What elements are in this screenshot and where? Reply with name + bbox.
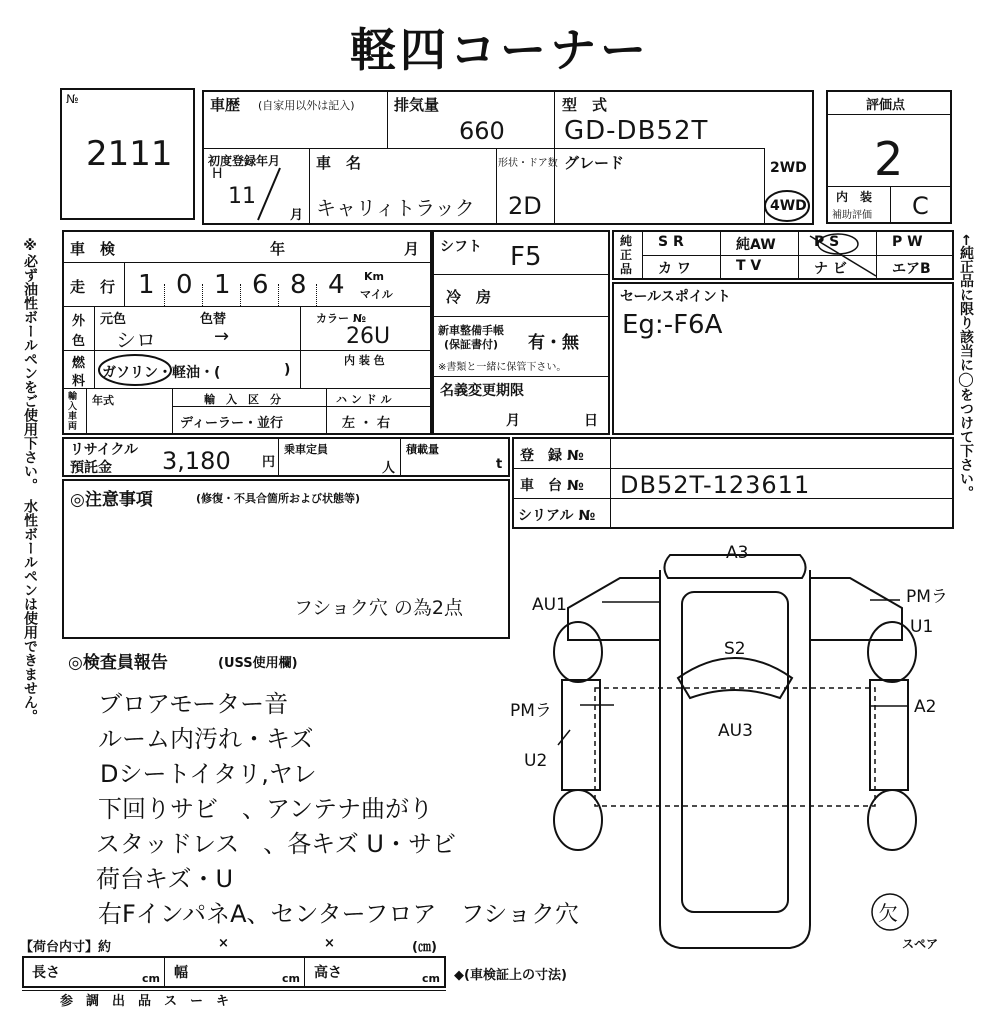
report-line: 右FインパネA、センターフロア フショク穴 (98, 900, 579, 928)
equipment-cell: エアB (892, 261, 931, 277)
name-change-label: 名義変更期限 (440, 383, 524, 399)
equipment-cell: カ ワ (658, 261, 691, 277)
equipment-side-label: 純正品 (620, 234, 633, 276)
car-windshield (678, 658, 792, 698)
interior-label: 内 装 (836, 190, 873, 204)
right-side-note: ←純正品に限り該当に◯をつけて下さい。 (958, 234, 974, 500)
equipment-cell: T V (736, 258, 762, 274)
drive-4wd: 4WD (770, 198, 807, 214)
caution-label: ◎注意事項 (70, 490, 153, 510)
vehicle-detail-block (62, 230, 432, 435)
model-value: GD-DB52T (564, 116, 709, 146)
report-note: (USS使用欄) (218, 656, 298, 671)
orig-color-label: 元色 (100, 312, 127, 327)
first-registration-slash (254, 166, 284, 222)
shift-value: F5 (510, 242, 542, 272)
wheel-front-left (554, 622, 602, 682)
equipment-cell: 純AW (736, 237, 776, 253)
capacity-label: 乗車定員 (284, 443, 328, 456)
damage-mark: PMラ (906, 587, 948, 607)
inspection-month-label: 月 (404, 240, 420, 258)
first-registration-month-label: 月 (290, 208, 304, 223)
spare-label: スペア (902, 937, 939, 951)
recycle-label2: 預託金 (70, 460, 112, 476)
color-number-value: 26U (346, 324, 391, 349)
chassis-number-value: DB52T-123611 (620, 471, 811, 499)
equipment-cell: S R (658, 234, 684, 250)
recycle-yen: 円 (262, 455, 276, 470)
car-door-right (810, 578, 902, 640)
shape-label: 形状・ドア数 (498, 158, 558, 169)
report-line: 下回りサビ 、アンテナ曲がり (98, 795, 434, 823)
equipment-grid (612, 230, 954, 280)
car-name-value: キャリィトラック (316, 196, 475, 220)
vehicle-history-block (202, 90, 814, 225)
report-line: 荷台キズ・U (96, 865, 234, 893)
score-label: 評価点 (866, 98, 906, 113)
equipment-cell: ナ ビ (814, 261, 847, 277)
footer-text: 参 調 出 品 ス ー キ (60, 994, 230, 1009)
manual-value: 有・無 (528, 333, 579, 353)
inspection-label: 車 検 (70, 240, 116, 258)
damage-mark: AU3 (718, 721, 753, 741)
fuel-label2: 料 (72, 374, 86, 389)
left-side-note: ※必ず油性ボールペンをご使用下さい。 水性ボールペンは使用できません。 (22, 238, 38, 723)
cargo-label: 【荷台内寸】約 (20, 940, 112, 955)
cargo-bed-outline (595, 688, 875, 806)
damage-mark: PMラ (510, 701, 552, 721)
car-name-label: 車 名 (316, 154, 362, 172)
mileage-digit: 8 (290, 270, 307, 300)
import-label: 輸入車両 (68, 392, 78, 432)
sales-point-value: Eg:-F6A (622, 310, 723, 340)
cargo-x1: × (218, 936, 229, 951)
load-unit: t (496, 457, 503, 472)
fuel-options-close: ) (284, 362, 291, 378)
caution-text: フショク穴 の為2点 (294, 597, 463, 619)
recycle-value: 3,180 (162, 447, 231, 475)
registration-block (512, 437, 954, 529)
manual-label2: (保証書付) (444, 338, 499, 351)
damage-mark: AU1 (532, 595, 567, 615)
lot-number: 2111 (86, 134, 173, 174)
handle-value: 左 ・ 右 (342, 416, 391, 431)
outer-color-label2: 色 (72, 334, 86, 349)
ac-label: 冷 房 (446, 288, 492, 306)
report-label: ◎検査員報告 (68, 653, 168, 673)
mileage-unit-km: Km (364, 270, 384, 283)
interior-score: C (912, 192, 929, 220)
car-diagram (510, 530, 970, 960)
manual-note: ※書類と一緒に保管下さい。 (438, 362, 567, 373)
wheel-front-right (868, 622, 916, 682)
grade-label: グレード (564, 154, 625, 172)
displacement-value: 660 (459, 117, 505, 145)
report-line: ブロアモーター音 (98, 690, 289, 718)
mileage-digit: 6 (252, 270, 269, 300)
cargo-note: ◆(車検証上の寸法) (454, 968, 567, 983)
report-line: ルーム内汚れ・キズ (98, 725, 314, 753)
registration-number-label: 登 録 № (520, 448, 584, 464)
mileage-unit-mile: マイル (360, 288, 393, 301)
mileage-label: 走 行 (70, 278, 116, 296)
equipment-cell: P S (814, 234, 840, 250)
score-value: 2 (874, 132, 904, 186)
shift-label: シフト (440, 239, 482, 255)
name-change-month: 月 (506, 413, 520, 429)
first-registration-era: H (212, 166, 223, 182)
equipment-cell: P W (892, 234, 923, 250)
damage-mark: U2 (524, 751, 548, 771)
outer-color-label: 外 (72, 314, 86, 329)
fuel-options: ガソリン・軽油・( (102, 365, 221, 381)
report-line: Dシートイタリ,ヤレ (100, 760, 317, 788)
manual-label: 新車整備手帳 (438, 324, 504, 337)
first-registration-year: 11 (228, 184, 256, 209)
repaint-label: 色替 (200, 312, 227, 327)
cargo-length-label: 長さ (32, 965, 60, 981)
import-year-label: 年式 (92, 394, 114, 407)
cargo-height-label: 高さ (314, 965, 342, 981)
load-label: 積載量 (406, 443, 439, 456)
drive-4wd-circle (762, 188, 812, 224)
recycle-label: リサイクル (70, 442, 139, 458)
color-number-label: カラー № (316, 312, 367, 325)
mileage-digit: 1 (138, 270, 155, 300)
caution-box (62, 479, 510, 639)
cargo-x2: × (324, 936, 335, 951)
import-category-label: 輸 入 区 分 (204, 393, 281, 406)
name-change-day: 日 (584, 413, 598, 429)
lot-number-mark: № (66, 92, 79, 106)
damage-mark: A3 (726, 543, 749, 563)
drive-2wd: 2WD (770, 160, 807, 176)
repaint-arrow: → (214, 326, 230, 347)
displacement-label: 排気量 (394, 96, 440, 114)
damage-mark: U1 (910, 617, 934, 637)
lot-number-box (60, 88, 195, 220)
orig-color-value: シロ (116, 328, 156, 352)
caution-note: (修復・不具合箇所および状態等) (196, 492, 361, 505)
chassis-number-label: 車 台 № (520, 478, 584, 494)
sales-point-box (612, 282, 954, 435)
cargo-length-unit: cm (142, 972, 160, 985)
import-category-value: ディーラー・並行 (180, 416, 283, 431)
cargo-dimension-row (22, 956, 446, 988)
spare-mark: 欠 (878, 901, 898, 925)
cargo-height-unit: cm (422, 972, 440, 985)
history-note: (自家用以外は記入) (258, 99, 355, 112)
capacity-unit: 人 (382, 461, 396, 476)
cargo-width-unit: cm (282, 972, 300, 985)
inspection-year-label: 年 (270, 240, 286, 258)
options-block (432, 230, 610, 435)
cargo-width-label: 幅 (174, 965, 188, 981)
damage-mark: A2 (914, 697, 937, 717)
fuel-gasoline-circle (96, 352, 174, 388)
damage-mark: S2 (724, 639, 746, 659)
fuel-label: 燃 (72, 356, 86, 371)
report-line: スタッドレス 、各キズ U・サビ (96, 830, 456, 858)
car-door-left (568, 578, 660, 640)
score-box (826, 90, 952, 224)
handle-label: ハ ン ド ル (336, 393, 392, 406)
sales-point-label: セールスポイント (620, 289, 731, 305)
mileage-digit: 0 (176, 270, 193, 300)
serial-number-label: シリアル № (518, 508, 596, 524)
mileage-digit: 4 (328, 270, 345, 300)
page-title: 軽四コーナー (350, 23, 650, 77)
mileage-digit: 1 (214, 270, 231, 300)
shape-value: 2D (508, 192, 542, 220)
interior-color-label: 内 装 色 (344, 354, 385, 367)
recycle-row (62, 437, 510, 477)
model-label: 型 式 (562, 96, 608, 114)
cargo-unit: (㎝) (412, 940, 437, 955)
interior-sub-label: 補助評価 (832, 210, 872, 221)
history-label: 車歴 (210, 96, 241, 114)
first-registration-label: 初度登録年月 (208, 154, 281, 168)
